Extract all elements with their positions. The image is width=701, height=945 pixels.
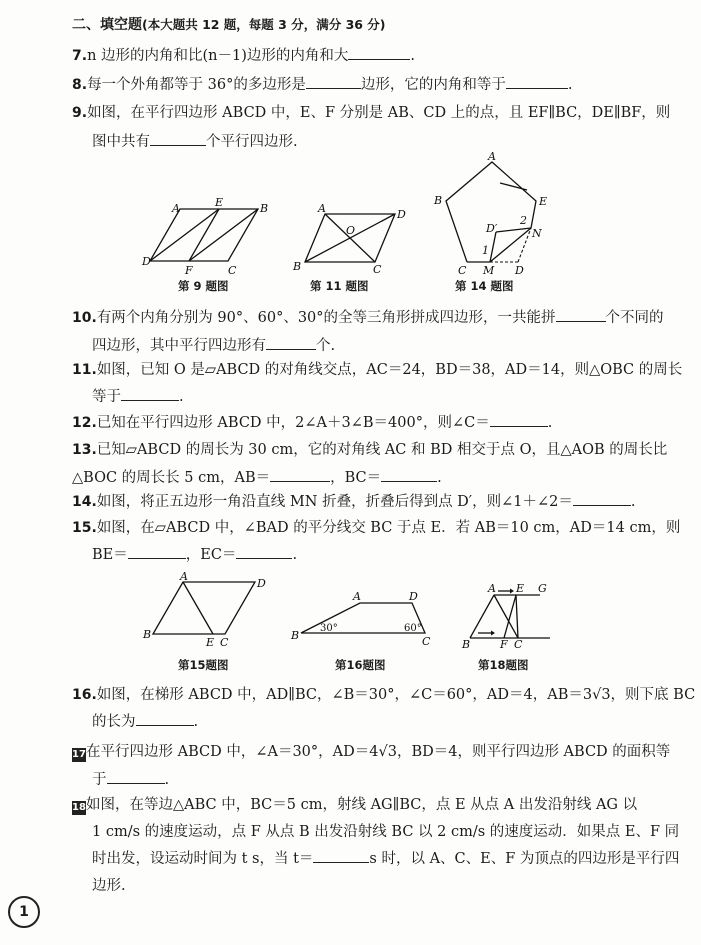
label-d-prime: D′ xyxy=(486,222,498,235)
period: . xyxy=(292,547,298,563)
answer-blank[interactable] xyxy=(381,467,437,482)
label-angle-30: 30° xyxy=(320,623,338,634)
question-8 xyxy=(72,73,572,94)
question-13 xyxy=(72,438,667,459)
label-b: B xyxy=(143,628,152,641)
label-o: O xyxy=(346,224,356,237)
figure-18 xyxy=(458,580,558,652)
question-10 xyxy=(72,306,664,327)
diagonal-bd xyxy=(305,214,395,262)
segment-ef xyxy=(189,209,219,261)
label-a: A xyxy=(180,570,188,583)
label-c: C xyxy=(220,636,229,649)
answer-blank[interactable] xyxy=(121,386,179,401)
question-15-line-2 xyxy=(92,543,297,564)
page-number: 1 xyxy=(8,896,40,928)
question-text: 已知▱ABCD 的周长为 30 cm，它的对角线 AC 和 BD 相交于点 O，且△AOB 的周长比 xyxy=(96,442,668,458)
question-number: 17 xyxy=(72,749,86,760)
question-text: 如图，在平行四边形 ABCD 中，E、F 分别是 AB、CD 上的点，且 EF∥BC，DE∥BF，则 xyxy=(87,105,671,121)
label-f: F xyxy=(500,638,508,651)
question-text: 图中共有 xyxy=(92,134,150,150)
question-text: 在平行四边形 ABCD 中，∠A＝30°，AD＝4√3，BD＝4，则平行四边形 ABCD 的面积等 xyxy=(86,744,671,760)
label-d: D xyxy=(515,264,524,277)
segment-de xyxy=(150,209,219,261)
question-number: 15. xyxy=(72,520,97,536)
label-c: C xyxy=(228,264,237,277)
label-e: E xyxy=(539,195,548,208)
answer-blank[interactable] xyxy=(313,848,369,863)
label-a: A xyxy=(172,202,180,215)
question-text: 如图，在等边△ABC 中，BC＝5 cm，射线 AG∥BC，点 E 从点 A 出发沿射线 AG 以 xyxy=(86,797,638,813)
figure-15-caption: 第15题图 xyxy=(178,658,229,672)
question-text: 边形. xyxy=(92,878,126,894)
question-number: 7. xyxy=(72,48,88,64)
question-text: 的长为 xyxy=(92,714,136,730)
answer-blank[interactable] xyxy=(490,412,548,427)
figure-16 xyxy=(288,585,438,655)
answer-blank[interactable] xyxy=(306,74,361,89)
question-text: 时出发，设运动时间为 t s，当 t＝ xyxy=(92,851,314,867)
question-number: 13. xyxy=(72,442,97,458)
question-number: 11. xyxy=(72,362,97,378)
question-11-line-2 xyxy=(92,385,184,406)
question-9 xyxy=(72,101,670,122)
question-text: 等于 xyxy=(92,389,121,405)
label-b: B xyxy=(293,260,302,273)
question-number: 14. xyxy=(72,494,97,510)
answer-blank[interactable] xyxy=(506,74,568,89)
figure-9 xyxy=(142,195,270,277)
question-text: 已知在平行四边形 ABCD 中，2∠A＋3∠B＝400°，则∠C＝ xyxy=(96,415,490,431)
question-text: ，BC＝ xyxy=(330,470,382,486)
question-11 xyxy=(72,358,682,379)
label-b: B xyxy=(462,638,471,651)
question-number: 9. xyxy=(72,105,88,121)
question-number: 10. xyxy=(72,310,97,326)
answer-blank[interactable] xyxy=(556,307,606,322)
question-text: 于 xyxy=(92,772,107,788)
question-text: 如图，在梯形 ABCD 中，AD∥BC，∠B＝30°，∠C＝60°，AD＝4，AB＝3√3，则下底 BC xyxy=(96,687,696,703)
question-text: 每一个外角都等于 36°的多边形是 xyxy=(87,77,306,93)
question-text: BE＝ xyxy=(92,547,128,563)
parallelogram-abcd xyxy=(153,582,255,634)
question-number: 16. xyxy=(72,687,97,703)
question-text: s 时，以 A、C、E、F 为顶点的四边形是平行四 xyxy=(369,851,680,867)
section-title: 二、填空题 xyxy=(72,17,142,33)
period: . xyxy=(437,470,442,486)
label-a: A xyxy=(318,202,326,215)
figure-14 xyxy=(430,150,555,275)
question-text: 个. xyxy=(316,338,336,354)
period: . xyxy=(193,714,199,730)
answer-blank[interactable] xyxy=(236,544,292,559)
question-16-line-2 xyxy=(92,710,198,731)
label-d: D xyxy=(409,590,418,603)
label-e: E xyxy=(215,196,224,209)
answer-blank[interactable] xyxy=(270,467,330,482)
label-n: N xyxy=(532,227,542,240)
label-d: D xyxy=(142,255,151,268)
figure-11-caption: 第 11 题图 xyxy=(310,279,369,293)
period: . xyxy=(567,77,573,93)
segment-ab xyxy=(470,595,494,638)
answer-blank[interactable] xyxy=(348,45,410,60)
label-b: B xyxy=(291,629,300,642)
bisector-ae xyxy=(183,582,213,634)
period: . xyxy=(164,772,170,788)
question-text: 个平行四边形. xyxy=(206,134,298,150)
question-text: 如图，已知 O 是▱ABCD 的对角线交点，AC＝24，BD＝38，AD＝14，则△OBC 的周长 xyxy=(96,362,683,378)
arrowhead-icon xyxy=(510,589,514,594)
question-number: 12. xyxy=(72,415,97,431)
question-number: 18 xyxy=(72,802,86,813)
period: . xyxy=(630,494,636,510)
label-b: B xyxy=(260,202,269,215)
answer-blank[interactable] xyxy=(107,769,165,784)
question-text: △BOC 的周长长 5 cm，AB＝ xyxy=(72,470,271,486)
label-e: E xyxy=(516,582,525,595)
question-18-line-2 xyxy=(92,820,679,841)
question-text: 如图，将正五边形一角沿直线 MN 折叠，折叠后得到点 D′，则∠1＋∠2＝ xyxy=(96,494,573,510)
label-c: C xyxy=(422,635,431,648)
question-18-line-4 xyxy=(92,874,126,895)
answer-blank[interactable] xyxy=(266,335,316,350)
segment-d-prime-n xyxy=(496,228,531,232)
arrowhead-icon xyxy=(491,631,495,636)
label-e: E xyxy=(206,636,215,649)
label-a: A xyxy=(488,150,496,163)
question-text: 边形，它的内角和等于 xyxy=(360,77,506,93)
label-angle-2: 2 xyxy=(520,214,527,227)
label-a: A xyxy=(488,582,496,595)
question-text: 个不同的 xyxy=(605,310,664,326)
period: . xyxy=(547,415,553,431)
label-d: D xyxy=(397,208,406,221)
figure-16-caption: 第16题图 xyxy=(335,658,386,672)
label-a: A xyxy=(353,590,361,603)
figure-11 xyxy=(290,200,410,280)
question-17 xyxy=(72,740,670,762)
question-15 xyxy=(72,516,680,537)
question-7 xyxy=(72,44,415,65)
figure-14-caption: 第 14 题图 xyxy=(455,279,514,293)
answer-blank[interactable] xyxy=(150,131,206,146)
question-17-line-2 xyxy=(92,768,169,789)
answer-blank[interactable] xyxy=(136,711,194,726)
question-16 xyxy=(72,683,695,704)
label-g: G xyxy=(538,582,547,595)
question-text: 1 cm/s 的速度运动，点 F 从点 B 出发沿射线 BC 以 2 cm/s 的速度运动．如果点 E、F 同 xyxy=(92,824,680,840)
question-13-line-2 xyxy=(72,466,442,487)
question-text: n 边形的内角和比(n－1)边形的内角和大 xyxy=(87,48,349,64)
label-m: M xyxy=(483,264,495,277)
label-angle-1: 1 xyxy=(482,244,489,257)
figure-9-caption: 第 9 题图 xyxy=(178,279,229,293)
figure-18-caption: 第18题图 xyxy=(478,658,529,672)
question-number: 8. xyxy=(72,77,88,93)
section-note: (本大题共 12 题，每题 3 分，满分 36 分) xyxy=(142,17,386,32)
label-d: D xyxy=(257,577,266,590)
pentagon-outline xyxy=(446,162,536,262)
question-text: 如图，在▱ABCD 中，∠BAD 的平分线交 BC 于点 E．若 AB＝10 cm，AD＝14 cm，则 xyxy=(96,520,681,536)
segment-bf xyxy=(189,209,258,261)
question-18-line-3 xyxy=(92,847,679,868)
label-c: C xyxy=(514,638,523,651)
question-14 xyxy=(72,490,635,511)
question-10-line-2 xyxy=(92,334,335,355)
question-9-line-2 xyxy=(92,130,298,151)
question-text: 四边形，其中平行四边形有 xyxy=(92,338,266,354)
section-header xyxy=(72,14,386,34)
answer-blank[interactable] xyxy=(128,544,186,559)
period: . xyxy=(179,389,184,405)
answer-blank[interactable] xyxy=(573,491,631,506)
label-c: C xyxy=(458,264,467,277)
period: . xyxy=(410,48,415,64)
label-c: C xyxy=(373,263,382,276)
question-text: 有两个内角分别为 90°、60°、30°的全等三角形拼成四边形，一共能拼 xyxy=(96,310,556,326)
question-text: ，EC＝ xyxy=(185,547,237,563)
label-angle-60: 60° xyxy=(404,623,422,634)
label-b: B xyxy=(434,194,443,207)
label-f: F xyxy=(185,264,193,277)
question-18 xyxy=(72,793,637,815)
segment-ec xyxy=(516,595,518,638)
figure-15 xyxy=(140,570,275,652)
question-12 xyxy=(72,411,552,432)
